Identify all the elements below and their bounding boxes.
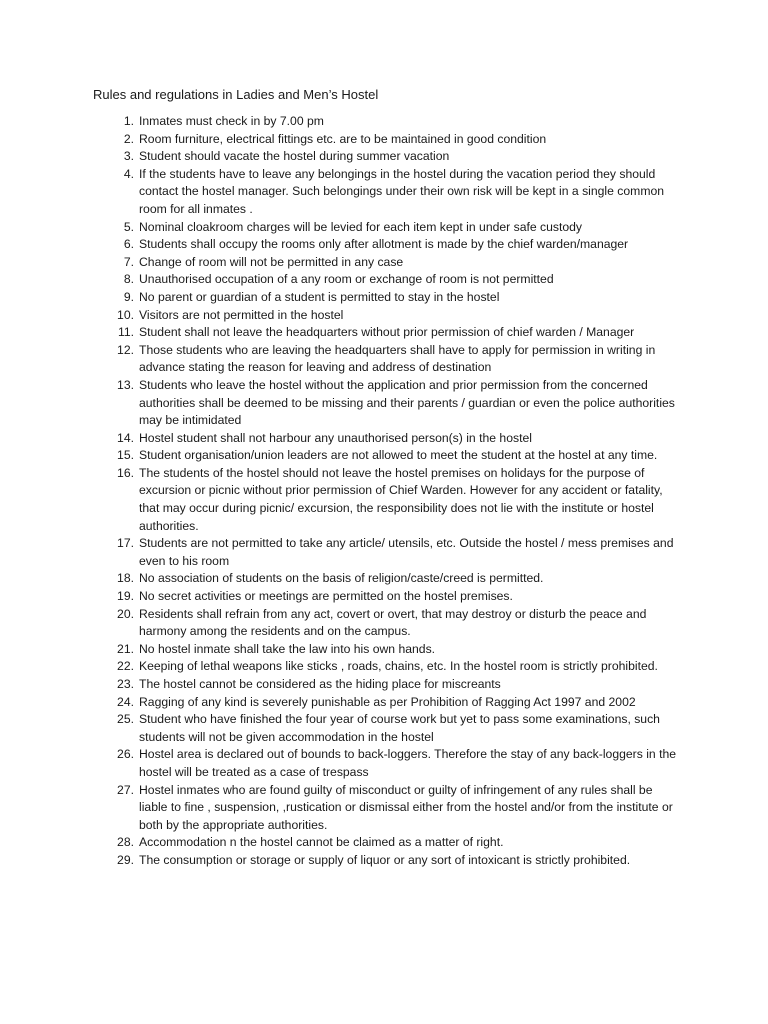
- rule-number: 1.: [123, 114, 134, 128]
- rule-number: 14.: [117, 430, 134, 445]
- rule-number: 2.: [123, 131, 134, 146]
- rule-text: No secret activities or meetings are permitted on the hostel premises.: [139, 589, 513, 604]
- rule-text: Ragging of any kind is severely punishable as per Prohibition of Ragging Act 1997 and 2002: [139, 694, 636, 709]
- rule-item: [0, 658, 679, 676]
- rule-number: 22.: [117, 659, 134, 674]
- rule-number: 17.: [117, 536, 134, 551]
- rule-item: [0, 289, 679, 307]
- rule-item: [0, 131, 679, 149]
- rule-text: Nominal cloakroom charges will be levied for each item kept in under safe custody: [139, 219, 583, 234]
- rule-item: [0, 148, 679, 166]
- rule-text: If the students have to leave any belongings in the hostel during the vacation period they should contact the hostel manager. Such belongings under their own risk will be kept in a single common room for all inmates .: [139, 166, 665, 216]
- rule-number: 29.: [117, 852, 134, 867]
- rule-number: 15.: [117, 448, 134, 463]
- rule-item: [0, 465, 679, 535]
- rule-number: 27.: [117, 782, 134, 797]
- rule-number: 3.: [123, 149, 134, 164]
- rule-text: Student should vacate the hostel during summer vacation: [139, 149, 450, 164]
- rule-text: Students are not permitted to take any article/ utensils, etc. Outside the hostel / mess premises and even to his room: [139, 536, 674, 568]
- rule-text: Students who leave the hostel without the application and prior permission from the concerned authorities shall be deemed to be missing and their parents / guardian or even the police authorities may be intimidated: [139, 377, 675, 428]
- rule-text: Change of room will not be permitted in any case: [139, 254, 404, 269]
- rule-text: No association of students on the basis of religion/caste/creed is permitted.: [139, 571, 544, 586]
- rule-text: The consumption or storage or supply of liquor or any sort of intoxicant is strictly prohibited.: [139, 852, 631, 867]
- rule-text: Hostel area is declared out of bounds to back-loggers. Therefore the stay of any back-loggers in the hostel will be treated as a case of trespass: [139, 747, 677, 779]
- rule-text: Student shall not leave the headquarters without prior permission of chief warden / Manager: [139, 325, 635, 340]
- rule-number: 26.: [117, 747, 134, 762]
- rule-text: Residents shall refrain from any act, covert or overt, that may destroy or disturb the peace and harmony among the residents and on the campus.: [139, 606, 647, 639]
- rule-number: 23.: [117, 677, 134, 691]
- rule-number: 18.: [117, 571, 134, 586]
- rule-item: [0, 641, 679, 659]
- rule-item: [0, 570, 679, 588]
- rule-item: [0, 834, 679, 852]
- rule-item: [0, 166, 679, 219]
- rule-text: Student organisation/union leaders are not allowed to meet the student at the hostel at any time.: [139, 448, 658, 463]
- rule-item: [0, 588, 679, 606]
- rule-text: Hostel student shall not harbour any unauthorised person(s) in the hostel: [139, 430, 532, 445]
- rule-number: 20.: [117, 606, 134, 621]
- rule-item: [0, 694, 679, 712]
- rule-number: 5.: [123, 219, 134, 234]
- rule-text: Inmates must check in by 7.00 pm: [139, 114, 324, 128]
- rule-number: 6.: [123, 237, 134, 252]
- rule-item: [0, 377, 679, 430]
- rule-text: Students shall occupy the rooms only after allotment is made by the chief warden/manager: [139, 237, 629, 252]
- rule-text: Keeping of lethal weapons like sticks , roads, chains, etc. In the hostel room is strictly prohibited.: [139, 659, 658, 674]
- rule-item: [0, 271, 679, 289]
- rule-item: [0, 219, 679, 237]
- rule-item: [0, 113, 679, 131]
- rule-text: The students of the hostel should not leave the hostel premises on holidays for the purpose of excursion or picnic without prior permission of Chief Warden. However for any accident or fatality, that may occur during picnic/ excursion, the responsibility does not lie with the institute or hostel authorities.: [139, 465, 663, 533]
- rule-text: Room furniture, electrical fittings etc. are to be maintained in good condition: [139, 131, 547, 146]
- rule-text: Accommodation n the hostel cannot be claimed as a matter of right.: [139, 835, 504, 850]
- rule-number: 8.: [123, 272, 134, 287]
- rule-text: No parent or guardian of a student is permitted to stay in the hostel: [139, 289, 500, 304]
- rule-item: [0, 606, 679, 641]
- rule-number: 28.: [117, 835, 134, 850]
- rule-text: The hostel cannot be considered as the hiding place for miscreants: [139, 677, 501, 691]
- rule-item: [0, 342, 679, 377]
- rule-item: [0, 746, 679, 781]
- rule-item: [0, 676, 679, 694]
- rule-item: [0, 782, 679, 835]
- document-title: Rules and regulations in Ladies and Men’s Hostel: [93, 87, 379, 102]
- rule-number: 13.: [117, 377, 134, 392]
- rule-item: [0, 307, 679, 325]
- rule-item: [0, 236, 679, 254]
- rule-item: [0, 447, 679, 465]
- rule-text: Hostel inmates who are found guilty of misconduct or guilty of infringement of any rules shall be liable to fine , suspension, ,rustication or dismissal either from the hostel and/or from the institute or both by the appropriate authorities.: [139, 782, 673, 832]
- rule-number: 12.: [117, 342, 134, 357]
- rule-item: [0, 324, 679, 342]
- rule-item: [0, 535, 679, 570]
- rule-number: 9.: [123, 289, 134, 304]
- rule-number: 10.: [117, 307, 134, 322]
- rule-number: 19.: [117, 589, 134, 604]
- rule-number: 24.: [117, 694, 134, 709]
- rule-item: [0, 254, 679, 272]
- rule-item: [0, 711, 679, 746]
- rule-number: 21.: [117, 641, 134, 656]
- rule-text: Student who have finished the four year of course work but yet to pass some examinations, such students will not be given accommodation in the hostel: [139, 712, 660, 744]
- rules-list: [0, 113, 768, 870]
- rule-text: Visitors are not permitted in the hostel: [139, 307, 344, 322]
- rule-number: 7.: [123, 254, 134, 269]
- rule-number: 11.: [117, 325, 134, 340]
- rule-text: Unauthorised occupation of a any room or exchange of room is not permitted: [139, 272, 554, 287]
- rule-text: Those students who are leaving the headquarters shall have to apply for permission in writing in advance stating the reason for leaving and address of destination: [139, 342, 656, 375]
- rule-number: 16.: [117, 465, 134, 480]
- rule-item: [0, 852, 679, 870]
- rule-number: 4.: [123, 166, 134, 181]
- rule-text: No hostel inmate shall take the law into his own hands.: [139, 641, 436, 656]
- rule-number: 25.: [117, 712, 134, 727]
- rule-item: [0, 430, 679, 448]
